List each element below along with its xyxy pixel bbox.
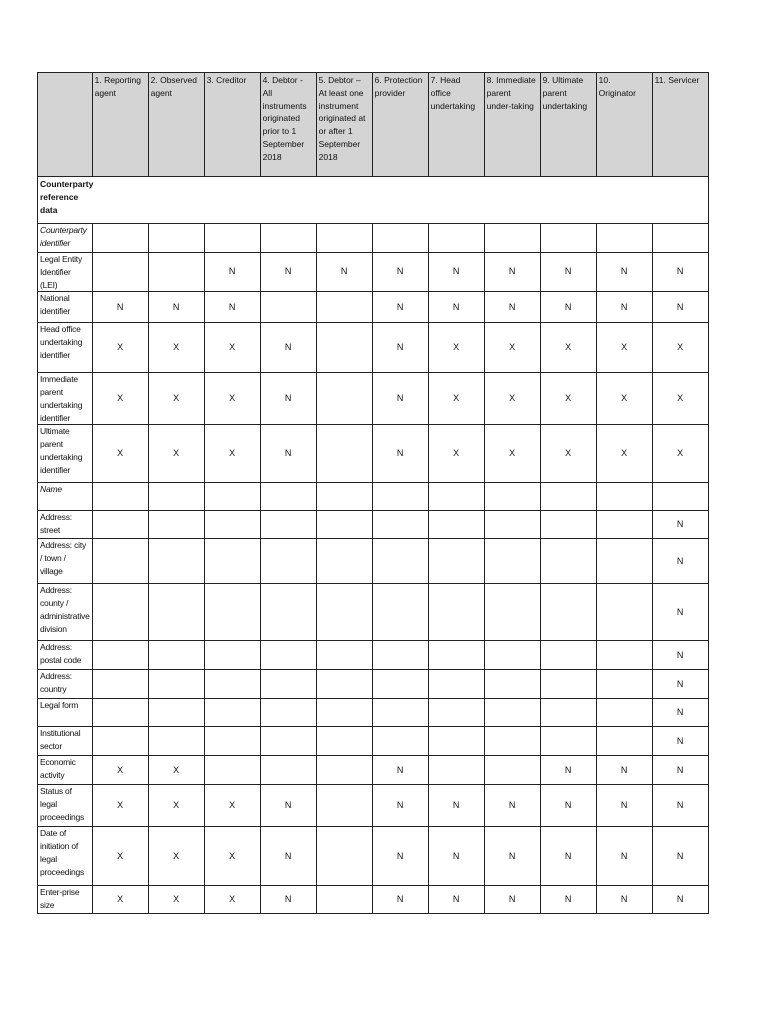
table-row	[38, 425, 709, 483]
value-cell: N	[372, 292, 428, 323]
value-cell: N	[596, 756, 652, 785]
value-cell: N	[428, 292, 484, 323]
value-cell	[204, 539, 260, 584]
value-cell	[484, 641, 540, 670]
value-cell	[596, 641, 652, 670]
value-cell: N	[428, 253, 484, 292]
table-row	[38, 641, 709, 670]
value-cell: N	[204, 292, 260, 323]
value-cell: N	[428, 886, 484, 914]
value-cell	[484, 670, 540, 699]
column-header: 3. Creditor	[204, 73, 260, 177]
value-cell	[316, 699, 372, 727]
value-cell: X	[148, 785, 204, 827]
row-label: Counterparty identifier	[38, 224, 93, 253]
value-cell	[372, 727, 428, 756]
value-cell: X	[596, 425, 652, 483]
value-cell: X	[652, 373, 708, 425]
value-cell	[92, 584, 148, 641]
table-row	[38, 292, 709, 323]
value-cell: N	[540, 756, 596, 785]
value-cell: N	[652, 670, 708, 699]
value-cell	[204, 756, 260, 785]
value-cell	[260, 539, 316, 584]
value-cell: N	[540, 785, 596, 827]
value-cell	[428, 511, 484, 539]
value-cell: X	[92, 756, 148, 785]
value-cell: X	[596, 323, 652, 373]
value-cell	[260, 727, 316, 756]
row-label: Address: street	[38, 511, 93, 539]
value-cell: X	[652, 425, 708, 483]
value-cell: X	[204, 425, 260, 483]
value-cell	[372, 670, 428, 699]
value-cell: N	[540, 827, 596, 886]
value-cell	[260, 483, 316, 511]
value-cell: N	[484, 785, 540, 827]
value-cell	[652, 224, 708, 253]
value-cell: N	[484, 253, 540, 292]
value-cell: X	[148, 756, 204, 785]
value-cell	[596, 511, 652, 539]
value-cell: N	[652, 756, 708, 785]
value-cell: N	[260, 253, 316, 292]
value-cell: N	[316, 253, 372, 292]
value-cell: N	[260, 323, 316, 373]
row-label: Enter-prise size	[38, 886, 93, 914]
value-cell	[484, 584, 540, 641]
value-cell: N	[540, 292, 596, 323]
value-cell: N	[596, 253, 652, 292]
table-row	[38, 323, 709, 373]
value-cell	[372, 584, 428, 641]
value-cell	[596, 584, 652, 641]
row-label: Address: county / administrative division	[38, 584, 93, 641]
value-cell	[260, 511, 316, 539]
value-cell	[428, 483, 484, 511]
value-cell: N	[652, 886, 708, 914]
value-cell: N	[652, 785, 708, 827]
value-cell: N	[372, 827, 428, 886]
value-cell	[204, 483, 260, 511]
value-cell	[204, 641, 260, 670]
row-label: Ultimate parent undertaking identifier	[38, 425, 93, 483]
value-cell	[372, 483, 428, 511]
column-header: 9. Ultimate parent undertaking	[540, 73, 596, 177]
value-cell	[92, 670, 148, 699]
value-cell: N	[652, 699, 708, 727]
row-label: Economic activity	[38, 756, 93, 785]
value-cell: X	[484, 425, 540, 483]
row-label: Name	[38, 483, 93, 511]
value-cell: N	[652, 253, 708, 292]
column-header: 1. Reporting agent	[92, 73, 148, 177]
value-cell: X	[428, 425, 484, 483]
value-cell	[148, 539, 204, 584]
value-cell: X	[92, 785, 148, 827]
value-cell	[316, 373, 372, 425]
value-cell: X	[148, 323, 204, 373]
value-cell	[428, 584, 484, 641]
value-cell	[596, 224, 652, 253]
value-cell	[484, 727, 540, 756]
value-cell	[484, 483, 540, 511]
value-cell	[428, 699, 484, 727]
value-cell	[92, 253, 148, 292]
value-cell	[372, 641, 428, 670]
value-cell	[484, 539, 540, 584]
value-cell: X	[204, 785, 260, 827]
value-cell	[316, 483, 372, 511]
value-cell: N	[652, 292, 708, 323]
value-cell	[316, 756, 372, 785]
table-row	[38, 670, 709, 699]
column-header-row	[38, 73, 709, 177]
value-cell: X	[148, 425, 204, 483]
value-cell: X	[484, 323, 540, 373]
column-header: 6. Protection provider	[372, 73, 428, 177]
value-cell	[316, 511, 372, 539]
value-cell: X	[596, 373, 652, 425]
value-cell: X	[652, 323, 708, 373]
value-cell	[92, 511, 148, 539]
value-cell: N	[260, 886, 316, 914]
value-cell	[540, 670, 596, 699]
value-cell	[540, 641, 596, 670]
value-cell	[204, 670, 260, 699]
table-row	[38, 827, 709, 886]
value-cell: X	[204, 373, 260, 425]
column-header: 7. Head office undertaking	[428, 73, 484, 177]
value-cell: X	[92, 373, 148, 425]
value-cell	[148, 727, 204, 756]
value-cell	[148, 224, 204, 253]
value-cell: N	[204, 253, 260, 292]
table-row	[38, 511, 709, 539]
value-cell: N	[260, 425, 316, 483]
value-cell: X	[540, 425, 596, 483]
value-cell	[540, 699, 596, 727]
value-cell	[428, 727, 484, 756]
value-cell	[428, 756, 484, 785]
value-cell	[484, 756, 540, 785]
value-cell: N	[428, 785, 484, 827]
value-cell	[540, 539, 596, 584]
value-cell: N	[372, 886, 428, 914]
column-header: 8. Immediate parent under-taking	[484, 73, 540, 177]
value-cell: X	[204, 886, 260, 914]
value-cell	[316, 224, 372, 253]
value-cell	[316, 827, 372, 886]
value-cell: X	[148, 827, 204, 886]
table-row	[38, 253, 709, 292]
value-cell: N	[372, 323, 428, 373]
value-cell: N	[428, 827, 484, 886]
value-cell: N	[260, 785, 316, 827]
value-cell	[484, 224, 540, 253]
value-cell	[92, 699, 148, 727]
column-header: 10. Originator	[596, 73, 652, 177]
value-cell	[316, 785, 372, 827]
value-cell	[540, 483, 596, 511]
value-cell	[92, 727, 148, 756]
value-cell	[260, 756, 316, 785]
value-cell	[316, 727, 372, 756]
column-header: 2. Observed agent	[148, 73, 204, 177]
section-title: Counterparty reference data	[40, 179, 94, 215]
value-cell: X	[428, 323, 484, 373]
value-cell: N	[372, 756, 428, 785]
row-label: Address: postal code	[38, 641, 93, 670]
value-cell: X	[204, 827, 260, 886]
table-row	[38, 699, 709, 727]
value-cell	[596, 699, 652, 727]
value-cell	[596, 483, 652, 511]
value-cell	[596, 539, 652, 584]
value-cell: N	[92, 292, 148, 323]
value-cell	[316, 292, 372, 323]
value-cell: X	[92, 827, 148, 886]
value-cell	[260, 292, 316, 323]
value-cell	[148, 641, 204, 670]
value-cell	[204, 727, 260, 756]
value-cell: N	[652, 511, 708, 539]
row-label: Legal Entity Identifier (LEI)	[38, 253, 93, 292]
value-cell	[596, 727, 652, 756]
column-header: 11. Servicer	[652, 73, 708, 177]
value-cell: X	[204, 323, 260, 373]
value-cell	[260, 670, 316, 699]
value-cell	[204, 584, 260, 641]
value-cell: N	[652, 584, 708, 641]
value-cell: N	[596, 785, 652, 827]
table-row	[38, 539, 709, 584]
value-cell	[316, 584, 372, 641]
value-cell	[316, 886, 372, 914]
value-cell	[148, 253, 204, 292]
value-cell	[92, 539, 148, 584]
value-cell	[596, 670, 652, 699]
row-label: Institutional sector	[38, 727, 93, 756]
value-cell	[204, 699, 260, 727]
value-cell	[372, 539, 428, 584]
value-cell: X	[428, 373, 484, 425]
table-row	[38, 886, 709, 914]
value-cell	[148, 670, 204, 699]
value-cell	[540, 224, 596, 253]
row-label: Address: city / town / village	[38, 539, 93, 584]
value-cell	[260, 641, 316, 670]
value-cell	[316, 641, 372, 670]
row-label: Status of legal proceedings	[38, 785, 93, 827]
row-label: Address: country	[38, 670, 93, 699]
value-cell	[92, 483, 148, 511]
value-cell: X	[484, 373, 540, 425]
value-cell	[428, 224, 484, 253]
value-cell: X	[148, 886, 204, 914]
row-label: Date of initiation of legal proceedings	[38, 827, 93, 886]
value-cell: N	[372, 253, 428, 292]
value-cell: N	[484, 292, 540, 323]
value-cell: N	[596, 827, 652, 886]
table-row	[38, 584, 709, 641]
value-cell	[260, 224, 316, 253]
value-cell	[260, 584, 316, 641]
value-cell	[484, 511, 540, 539]
value-cell: X	[540, 323, 596, 373]
value-cell: N	[484, 827, 540, 886]
row-label: Legal form	[38, 699, 93, 727]
counterparty-reference-table	[37, 72, 709, 914]
value-cell: X	[92, 425, 148, 483]
value-cell	[92, 641, 148, 670]
value-cell	[316, 425, 372, 483]
value-cell: N	[596, 292, 652, 323]
table-row	[38, 373, 709, 425]
value-cell	[316, 670, 372, 699]
value-cell: N	[372, 425, 428, 483]
value-cell	[372, 224, 428, 253]
value-cell: N	[372, 785, 428, 827]
value-cell	[316, 539, 372, 584]
value-cell	[148, 584, 204, 641]
value-cell: N	[484, 886, 540, 914]
value-cell: N	[652, 641, 708, 670]
header-corner-cell	[38, 73, 93, 177]
value-cell	[148, 699, 204, 727]
value-cell: N	[652, 827, 708, 886]
value-cell: N	[540, 253, 596, 292]
value-cell	[148, 511, 204, 539]
value-cell: N	[260, 373, 316, 425]
value-cell: X	[92, 323, 148, 373]
row-label: National identifier	[38, 292, 93, 323]
value-cell	[148, 483, 204, 511]
value-cell: N	[148, 292, 204, 323]
value-cell	[204, 224, 260, 253]
table-row	[38, 756, 709, 785]
row-label: Immediate parent undertaking identifier	[38, 373, 93, 425]
value-cell: N	[596, 886, 652, 914]
value-cell	[652, 483, 708, 511]
section-row	[38, 177, 709, 224]
value-cell	[540, 584, 596, 641]
value-cell	[540, 727, 596, 756]
value-cell	[204, 511, 260, 539]
value-cell: N	[652, 727, 708, 756]
value-cell: X	[148, 373, 204, 425]
section-cell	[38, 177, 709, 224]
value-cell	[540, 511, 596, 539]
table-row	[38, 224, 709, 253]
value-cell	[484, 699, 540, 727]
value-cell	[260, 699, 316, 727]
value-cell: N	[652, 539, 708, 584]
value-cell: X	[92, 886, 148, 914]
value-cell	[428, 670, 484, 699]
value-cell	[92, 224, 148, 253]
column-header: 4. Debtor - All instruments originated prior to 1 September 2018	[260, 73, 316, 177]
table-row	[38, 483, 709, 511]
value-cell: N	[540, 886, 596, 914]
row-label: Head office undertaking identifier	[38, 323, 93, 373]
column-header: 5. Debtor – At least one instrument originated at or after 1 September 2018	[316, 73, 372, 177]
value-cell	[428, 641, 484, 670]
value-cell	[372, 511, 428, 539]
value-cell	[372, 699, 428, 727]
table-row	[38, 785, 709, 827]
value-cell: X	[540, 373, 596, 425]
value-cell	[428, 539, 484, 584]
value-cell: N	[372, 373, 428, 425]
value-cell: N	[260, 827, 316, 886]
value-cell	[316, 323, 372, 373]
table-row	[38, 727, 709, 756]
